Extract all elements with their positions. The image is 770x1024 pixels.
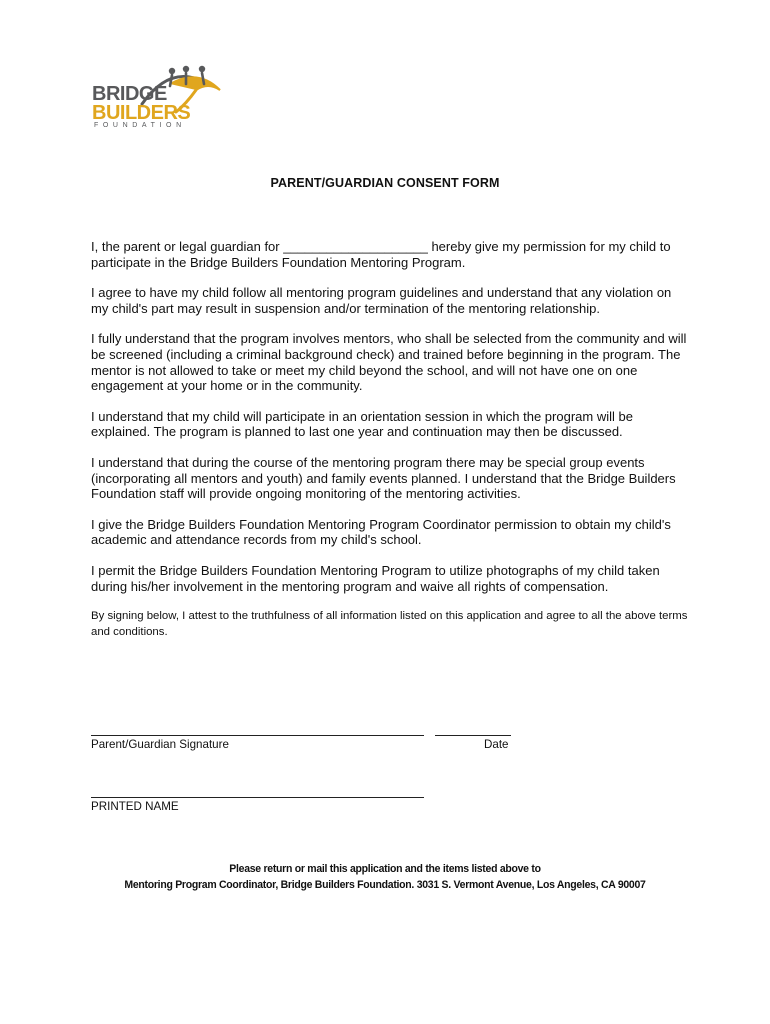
paragraph-mentors: I fully understand that the program involves mentors, who shall be selected from the community and will be screened (including a criminal background check) and trained before beginning in the program. The mentor is not allowed to take or meet my child beyond the school, and will not have one on one engagement at your home or in the community. — [91, 331, 687, 394]
signature-label: Parent/Guardian Signature — [91, 738, 229, 751]
paragraph-photographs: I permit the Bridge Builders Foundation Mentoring Program to utilize photographs of my child taken during his/her involvement in the mentoring program and waive all rights of compensation. — [91, 562, 660, 594]
logo-text-foundation: FOUNDATION — [94, 122, 186, 129]
printed-name-line[interactable] — [91, 797, 424, 798]
logo-text-builders: BUILDERS — [92, 102, 191, 124]
paragraph-records: I give the Bridge Builders Foundation Mentoring Program Coordinator permission to obtain my child's academic and attendance records from my child's school. — [91, 516, 671, 548]
logo-text-bridge: BRIDGE — [92, 83, 167, 105]
bridge-builders-logo — [92, 64, 232, 132]
return-instructions-line1: Please return or mail this application and the items listed above to — [229, 863, 541, 875]
attestation-text: By signing below, I attest to the truthfulness of all information listed on this application and agree to all the above terms and conditions. — [91, 610, 688, 638]
signature-line[interactable] — [91, 735, 424, 736]
paragraph-events: I understand that during the course of the mentoring program there may be special group events (incorporating all mentors and youth) and family events planned. I understand that the Bridge Builders Foundation staff will provide ongoing monitoring of the mentoring activities. — [91, 454, 676, 502]
return-instructions-address: Mentoring Program Coordinator, Bridge Builders Foundation. 3031 S. Vermont Avenue, Los Angeles, CA 90007 — [124, 879, 646, 891]
form-title: PARENT/GUARDIAN CONSENT FORM — [270, 176, 500, 190]
date-line[interactable] — [435, 735, 511, 736]
paragraph-guidelines: I agree to have my child follow all mentoring program guidelines and understand that any violation on my child's part may result in suspension and/or termination of the mentoring relationship. — [91, 285, 672, 316]
consent-body — [91, 239, 691, 640]
printed-name-label: PRINTED NAME — [91, 800, 179, 813]
paragraph-permission: I, the parent or legal guardian for ____________________ hereby give my permission for my child to participate in the Bridge Builders Foundation Mentoring Program. — [91, 239, 671, 270]
return-instructions — [31, 861, 739, 893]
paragraph-orientation: I understand that my child will participate in an orientation session in which the program will be explained. The program is planned to last one year and continuation may then be discussed. — [91, 408, 633, 440]
date-label: Date — [484, 738, 509, 751]
